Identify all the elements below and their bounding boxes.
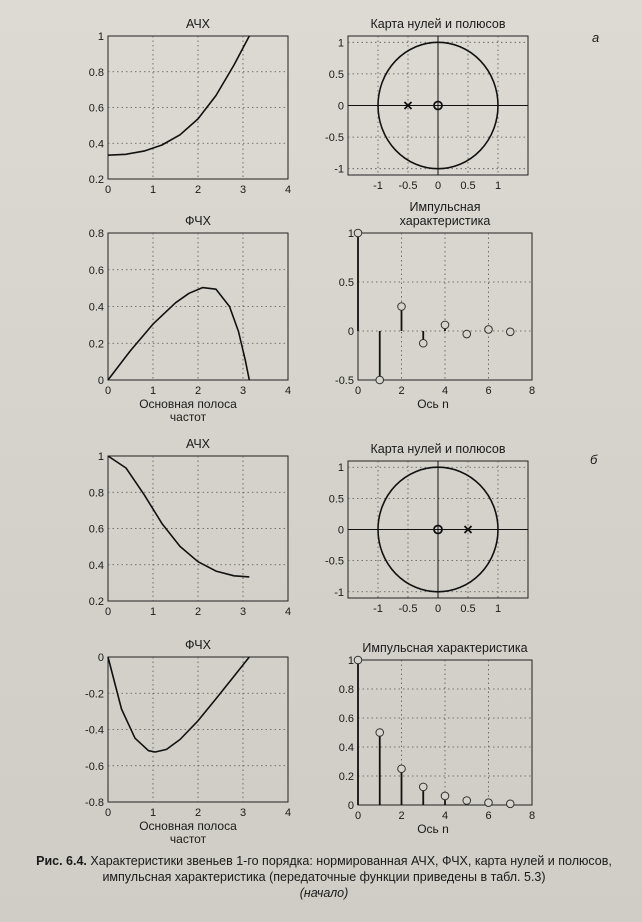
- y-tick-label: 0: [337, 524, 344, 537]
- x-axis-label: частот: [169, 410, 207, 424]
- x-tick-label: 0: [104, 184, 112, 196]
- stem-marker: [506, 800, 514, 808]
- y-tick-label: 0.2: [88, 596, 104, 608]
- chart-b-imp: [339, 641, 535, 836]
- y-tick-label: -1: [334, 586, 344, 599]
- x-tick-label: 3: [239, 807, 247, 819]
- x-tick-label: 0: [104, 385, 112, 397]
- x-tick-label: 8: [528, 810, 536, 822]
- x-tick-label: 2: [398, 385, 405, 397]
- x-axis-label: Основная полоса: [139, 397, 237, 411]
- x-tick-label: 0: [104, 807, 112, 819]
- y-tick-label: 0.4: [88, 301, 104, 314]
- y-tick-label: 0.6: [88, 523, 104, 536]
- stem-marker: [441, 792, 449, 800]
- x-tick-label: 3: [239, 606, 247, 618]
- y-tick-label: 0: [97, 375, 104, 387]
- x-tick-label: -0.5: [398, 603, 418, 615]
- stem-marker: [398, 303, 406, 311]
- y-tick-label: 0: [97, 652, 104, 664]
- stem-marker: [419, 783, 427, 791]
- x-tick-label: 8: [528, 385, 536, 397]
- chart-b-fch: [85, 638, 291, 846]
- y-tick-label: -0.6: [85, 760, 104, 773]
- x-axis-label: Ось n: [417, 822, 449, 836]
- y-tick-label: 0.6: [88, 102, 104, 115]
- x-tick-label: 4: [284, 184, 292, 196]
- chart-title: АЧХ: [185, 437, 211, 451]
- chart-title: ФЧХ: [185, 214, 211, 228]
- x-tick-label: 4: [284, 807, 292, 819]
- y-tick-label: 0.4: [338, 742, 354, 754]
- caption-continuation: (начало): [299, 886, 349, 900]
- x-tick-label: 1: [494, 180, 502, 192]
- y-tick-label: -0.5: [325, 555, 344, 568]
- panel-marker-a: а: [592, 30, 600, 45]
- chart-a-fch: [89, 214, 291, 424]
- x-tick-label: 2: [194, 184, 202, 196]
- x-tick-label: 4: [284, 606, 292, 618]
- chart-a-imp: [335, 200, 535, 411]
- x-tick-label: 2: [194, 385, 202, 397]
- chart-title: Карта нулей и полюсов: [370, 442, 506, 456]
- chart-title: АЧХ: [185, 17, 211, 31]
- x-tick-label: 1: [149, 385, 157, 397]
- stem-marker: [398, 765, 406, 773]
- stem-marker: [463, 330, 471, 338]
- y-tick-label: -0.4: [85, 724, 104, 737]
- chart-b-ach: [89, 437, 291, 618]
- panel-marker-b: б: [590, 452, 598, 467]
- x-tick-label: 0.5: [460, 603, 476, 615]
- chart-title: Карта нулей и полюсов: [370, 17, 506, 31]
- chart-title: характеристика: [399, 214, 491, 228]
- y-tick-label: 0.4: [88, 559, 104, 572]
- y-tick-label: 0.5: [338, 277, 354, 289]
- x-tick-label: 0: [354, 385, 362, 397]
- y-tick-label: 1: [347, 228, 354, 240]
- y-tick-label: 0.4: [88, 138, 104, 151]
- x-tick-label: 4: [284, 385, 292, 397]
- chart-title: Импульсная характеристика: [362, 641, 528, 655]
- y-tick-label: 0: [347, 326, 354, 338]
- y-tick-label: 0.5: [328, 68, 344, 81]
- x-tick-label: -1: [373, 180, 383, 192]
- y-tick-label: 0: [347, 800, 354, 812]
- stem-marker: [441, 321, 449, 329]
- x-tick-label: 4: [441, 810, 449, 822]
- x-tick-label: 4: [441, 385, 449, 397]
- x-tick-label: 2: [194, 606, 202, 618]
- y-tick-label: 0: [337, 100, 344, 113]
- stem-marker: [419, 339, 427, 347]
- x-tick-label: 2: [194, 807, 202, 819]
- x-tick-label: -0.5: [398, 180, 418, 192]
- stem-marker: [463, 797, 471, 805]
- series-line: [108, 456, 249, 577]
- y-tick-label: 0.8: [88, 228, 104, 240]
- x-tick-label: 1: [149, 184, 157, 196]
- y-tick-label: 1: [97, 31, 104, 43]
- stem-marker: [485, 326, 493, 334]
- y-tick-label: 0.8: [88, 66, 104, 79]
- stem-marker: [376, 376, 384, 384]
- x-tick-label: 0: [434, 603, 442, 615]
- y-tick-label: 0.2: [88, 174, 104, 186]
- chart-title: ФЧХ: [185, 638, 211, 652]
- figure-caption: [18, 853, 630, 901]
- x-axis-label: Основная полоса: [139, 819, 237, 833]
- x-tick-label: 6: [485, 385, 492, 397]
- series-line: [108, 657, 249, 752]
- x-tick-label: 1: [149, 807, 157, 819]
- y-tick-label: -1: [334, 163, 344, 176]
- y-tick-label: 0.2: [88, 338, 104, 351]
- stem-marker: [354, 656, 362, 664]
- caption-label: Рис. 6.4.: [36, 854, 87, 868]
- x-tick-label: 6: [485, 810, 492, 822]
- x-tick-label: 2: [398, 810, 405, 822]
- stem-marker: [354, 229, 362, 237]
- x-tick-label: 1: [494, 603, 502, 615]
- x-tick-label: 1: [149, 606, 157, 618]
- y-tick-label: 1: [337, 462, 344, 475]
- x-tick-label: 0.5: [460, 180, 476, 192]
- stem-marker: [485, 799, 493, 807]
- y-tick-label: 0.6: [338, 713, 354, 725]
- x-tick-label: 0: [434, 180, 442, 192]
- chart-b-pz: [325, 442, 528, 615]
- x-tick-label: 3: [239, 184, 247, 196]
- y-tick-label: -0.2: [85, 688, 104, 701]
- y-tick-label: 0.2: [338, 771, 354, 783]
- y-tick-label: -0.5: [335, 375, 354, 387]
- stem-marker: [376, 729, 384, 737]
- chart-a-ach: [89, 17, 291, 196]
- y-tick-label: 0.5: [328, 493, 344, 506]
- y-tick-label: -0.8: [85, 797, 104, 809]
- y-tick-label: 1: [97, 451, 104, 463]
- caption-text: Характеристики звеньев 1-го порядка: нормированная АЧХ, ФЧХ, карта нулей и полюсов, импульсная характеристика (передаточные функции приведены в табл. 5.3): [90, 854, 612, 884]
- y-tick-label: 0.8: [338, 684, 354, 696]
- y-tick-label: -0.5: [325, 132, 344, 145]
- series-line: [108, 36, 249, 155]
- x-tick-label: 3: [239, 385, 247, 397]
- x-tick-label: -1: [373, 603, 383, 615]
- x-axis-label: Ось n: [417, 397, 449, 411]
- x-axis-label: частот: [169, 832, 207, 846]
- y-tick-label: 1: [347, 655, 354, 667]
- y-tick-label: 0.6: [88, 264, 104, 277]
- y-tick-label: 0.8: [88, 487, 104, 500]
- series-line: [108, 288, 249, 380]
- chart-a-pz: [325, 17, 528, 192]
- y-tick-label: 1: [337, 37, 344, 50]
- chart-title: Импульсная: [409, 200, 481, 214]
- stem-marker: [506, 328, 514, 336]
- x-tick-label: 0: [354, 810, 362, 822]
- x-tick-label: 0: [104, 606, 112, 618]
